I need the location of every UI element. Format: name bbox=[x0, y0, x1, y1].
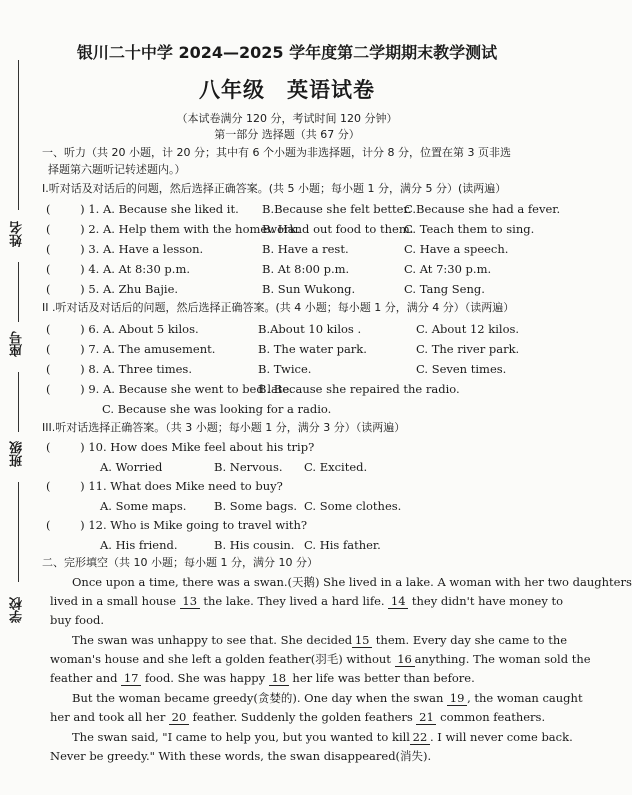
section2-heading: II .听对话及对话后的问题，然后选择正确答案。(共 4 小题；每小题 1 分，满分 4 分）（读两遍） bbox=[42, 301, 515, 314]
option-a: A. His friend. bbox=[100, 538, 178, 552]
option-c: C. Tang Seng. bbox=[404, 282, 485, 296]
part-one-title: 第一部分 选择题（共 67 分） bbox=[214, 128, 360, 141]
passage-line: Never be greedy." With these words, the swan disappeared(消失). bbox=[50, 749, 432, 763]
passage-line: lived in a small house 13 the lake. They lived a hard life. 14 they didn't have money to bbox=[50, 594, 564, 608]
option-b: B. At 8:00 p.m. bbox=[262, 262, 350, 276]
option-c: C. Have a speech. bbox=[404, 242, 509, 256]
school-title: 银川二十中学 2024—2025 学年度第二学期期末教学测试 bbox=[76, 43, 498, 62]
option-b: B. His cousin. bbox=[214, 538, 295, 552]
blank-16: 16 bbox=[395, 652, 415, 667]
option-c: C. The river park. bbox=[416, 342, 520, 356]
section3-heading: III.听对话选择正确答案。（共 3 小题；每小题 1 分，满分 3 分）（读两遍） bbox=[42, 421, 406, 434]
option-b: B. Some bags. bbox=[214, 499, 298, 513]
cloze-heading: 二、完形填空（共 10 小题；每小题 1 分，满分 10 分） bbox=[42, 556, 318, 569]
option-c: C. Teach them to sing. bbox=[404, 222, 535, 236]
blank-14: 14 bbox=[388, 594, 408, 609]
passage-line: woman's house and she left a golden feather(羽毛) without 16 anything. The woman sold the bbox=[50, 652, 591, 666]
option-c: C. Some clothes. bbox=[304, 499, 402, 513]
option-c: C. Seven times. bbox=[416, 362, 507, 376]
blank-13: 13 bbox=[180, 594, 200, 609]
blank-20: 20 bbox=[169, 710, 189, 725]
option-b: B.Because she felt better. bbox=[262, 202, 412, 216]
margin-line bbox=[18, 262, 19, 322]
question-row: ( ) 3. A. Have a lesson. bbox=[46, 242, 204, 256]
seat-label: 座号 bbox=[10, 331, 25, 357]
exam-meta: （本试卷满分 120 分，考试时间 120 分钟） bbox=[176, 112, 398, 125]
option-b: B. Have a rest. bbox=[262, 242, 349, 256]
passage-line: buy food. bbox=[50, 613, 105, 627]
option-b: B.About 10 kilos . bbox=[258, 322, 362, 336]
question-row: ( ) 1. A. Because she liked it. bbox=[46, 202, 239, 216]
option-c: C. About 12 kilos. bbox=[416, 322, 520, 336]
margin-line bbox=[18, 482, 19, 582]
blank-19: 19 bbox=[447, 691, 467, 706]
option-b: B. Because she repaired the radio. bbox=[258, 382, 460, 396]
question-row: ( ) 12. Who is Mike going to travel with? bbox=[46, 518, 308, 532]
option-c: C. Because she was looking for a radio. bbox=[102, 402, 332, 416]
option-b: B. The water park. bbox=[258, 342, 367, 356]
passage-line: Once upon a time, there was a swan.(天鹅) She lived in a lake. A woman with her two daughters bbox=[72, 575, 632, 589]
listening-heading: 一、听力（共 20 小题，计 20 分；其中有 6 个小题为非选择题，计分 8 分，位置在第 3 页非选 bbox=[42, 146, 511, 159]
passage-line: feather and 17 food. She was happy 18 her life was better than before. bbox=[50, 671, 475, 685]
question-row: ( ) 4. A. At 8:30 p.m. bbox=[46, 262, 191, 276]
passage-line: her and took all her 20 feather. Suddenly the golden feathers 21 common feathers. bbox=[50, 710, 546, 724]
blank-17: 17 bbox=[121, 671, 141, 686]
option-c: C.Because she had a fever. bbox=[404, 202, 561, 216]
blank-15: 15 bbox=[352, 633, 372, 648]
blank-18: 18 bbox=[269, 671, 289, 686]
question-row: ( ) 2. A. Help them with the homework. bbox=[46, 222, 301, 236]
option-c: C. At 7:30 p.m. bbox=[404, 262, 492, 276]
blank-21: 21 bbox=[416, 710, 436, 725]
school-label: 学校 bbox=[10, 597, 25, 623]
option-b: B. Sun Wukong. bbox=[262, 282, 356, 296]
option-b: B. Hand out food to them. bbox=[262, 222, 414, 236]
question-row: ( ) 8. A. Three times. bbox=[46, 362, 192, 376]
option-c: C. His father. bbox=[304, 538, 381, 552]
question-row: ( ) 10. How does Mike feel about his trip? bbox=[46, 440, 315, 454]
question-row: ( ) 9. A. Because she went to bed late. bbox=[46, 382, 293, 396]
passage-line: But the woman became greedy(贪婪的). One day when the swan 19 , the woman caught bbox=[72, 691, 583, 705]
listening-heading-cont: 择题第六题听记转述题内。） bbox=[48, 163, 186, 176]
option-b: B. Nervous. bbox=[214, 460, 283, 474]
margin-line bbox=[18, 372, 19, 432]
question-row: ( ) 5. A. Zhu Bajie. bbox=[46, 282, 179, 296]
blank-22: 22 bbox=[410, 730, 430, 745]
name-label: 姓名 bbox=[10, 221, 25, 247]
option-c: C. Excited. bbox=[304, 460, 368, 474]
option-a: A. Worried bbox=[100, 460, 163, 474]
exam-title: 八年级 英语试卷 bbox=[199, 78, 375, 102]
passage-line: The swan said, "I came to help you, but you wanted to kill 22 . I will never come back. bbox=[72, 730, 573, 744]
option-b: B. Twice. bbox=[258, 362, 312, 376]
question-row: ( ) 6. A. About 5 kilos. bbox=[46, 322, 199, 336]
option-a: A. Some maps. bbox=[100, 499, 187, 513]
class-label: 班级 bbox=[10, 441, 25, 467]
passage-line: The swan was unhappy to see that. She decided 15 them. Every day she came to the bbox=[72, 633, 568, 647]
question-row: ( ) 7. A. The amusement. bbox=[46, 342, 216, 356]
section1-heading: I.听对话及对话后的问题，然后选择正确答案。(共 5 小题；每小题 1 分，满分 5 分）(读两遍） bbox=[42, 182, 507, 195]
question-row: ( ) 11. What does Mike need to buy? bbox=[46, 479, 283, 493]
